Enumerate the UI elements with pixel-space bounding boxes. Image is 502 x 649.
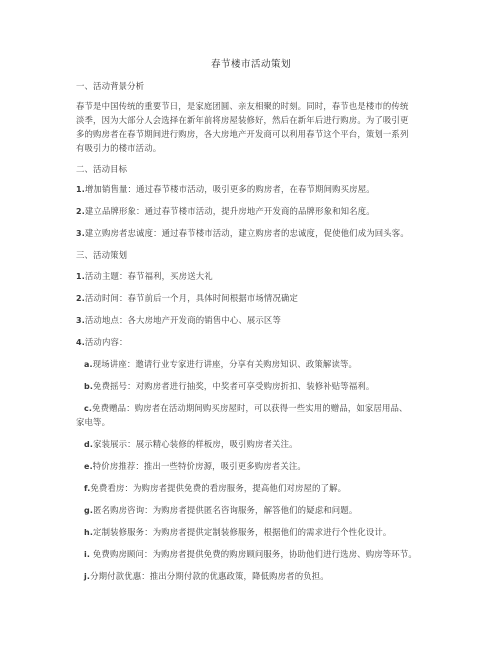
list-item-number: 3. [76, 229, 85, 238]
sub-list-item-text: 家装展示：展示精心装修的样板房，吸引购房者关注。 [93, 439, 298, 449]
list-item [76, 227, 409, 240]
list-item-number: 4. [76, 338, 85, 347]
sub-list-item [84, 380, 374, 393]
sub-list-item [84, 460, 306, 473]
list-item [76, 270, 213, 283]
sub-list-item-letter: f. [84, 484, 91, 493]
sub-list-item [84, 504, 357, 517]
sub-list-item-letter: j. [84, 572, 91, 581]
list-item-text: 活动内容： [84, 337, 128, 347]
list-item-text: 建立品牌形象：通过春节楼市活动，提升房地产开发商的品牌形象和知名度。 [84, 206, 375, 216]
list-item [76, 183, 375, 196]
section-heading-plan: 三、活动策划 [76, 250, 128, 260]
list-item-number: 2. [76, 207, 85, 216]
list-item [76, 336, 128, 349]
sub-list-item-text: 免费赠品：购房者在活动期间购买房屋时，可以获得一些实用的赠品，如家居用品、 [92, 403, 408, 413]
paragraph-line: 春节是中国传统的重要节日，是家庭团圆、亲友相聚的时刻。同时，春节也是楼市的传统 [76, 101, 409, 111]
sub-list-item-letter: d. [84, 440, 94, 449]
list-item-number: 2. [76, 294, 85, 303]
section-heading-background: 一、活动背景分析 [76, 81, 145, 91]
list-item [76, 292, 298, 305]
sub-list-item [84, 402, 408, 415]
sub-list-item-letter: h. [84, 528, 94, 537]
document-title: 春节楼市活动策划 [210, 59, 291, 70]
sub-list-item-letter: a. [84, 360, 93, 369]
sub-list-item-text: 匿名购房咨询：为购房者提供匿名咨询服务，解答他们的疑虑和问题。 [93, 505, 358, 515]
list-item-number: 1. [76, 185, 85, 194]
sub-list-item-letter: g. [84, 506, 94, 515]
list-item-number: 1. [76, 272, 85, 281]
paragraph-line: 淡季，因为大部分人会选择在新年前将房屋装修好，然后在新年后进行购房。为了吸引更 [76, 115, 409, 125]
sub-list-item [84, 358, 357, 371]
list-item-text: 活动时间：春节前后一个月，具体时间根据市场情况确定 [84, 293, 299, 303]
sub-list-item-text: 免费看房：为购房者提供免费的看房服务，提高他们对房屋的了解。 [90, 483, 347, 493]
list-item-number: 3. [76, 316, 85, 325]
sub-list-item-letter: c. [84, 404, 93, 413]
sub-list-item-text: 免费摇号：对购房者进行抽奖，中奖者可享受购房折扣、装修补贴等福利。 [93, 381, 375, 391]
sub-list-item-text: 免费购房顾问：为购房者提供免费的购房顾问服务，协助他们进行选房、购房等环节。 [90, 549, 417, 559]
list-item-text: 增加销售量：通过春节楼市活动，吸引更多的购房者，在春节期间购买房屋。 [84, 184, 375, 194]
sub-list-item-text: 特价房推荐：推出一些特价房源，吸引更多购房者关注。 [92, 461, 306, 471]
sub-list-item [84, 570, 329, 583]
sub-list-item [84, 526, 391, 539]
list-item-text: 建立购房者忠诚度：通过春节楼市活动，建立购房者的忠诚度，促使他们成为回头客。 [84, 228, 409, 238]
paragraph-line: 有吸引力的楼市活动。 [76, 143, 162, 153]
list-item [76, 314, 281, 327]
sub-list-item-text: 现场讲座：邀请行业专家进行讲座，分享有关购房知识、政策解读等。 [92, 359, 358, 369]
sub-list-item-continuation: 家电等。 [76, 417, 111, 427]
sub-list-item-letter: e. [84, 462, 93, 471]
sub-list-item-letter: i. [84, 550, 91, 559]
sub-list-item [84, 548, 417, 561]
sub-list-item [84, 482, 346, 495]
list-item-text: 活动主题：春节福利，买房送大礼 [84, 271, 213, 281]
list-item-text: 活动地点：各大房地产开发商的销售中心、展示区等 [84, 315, 281, 325]
sub-list-item [84, 438, 298, 451]
section-heading-goals: 二、活动目标 [76, 164, 128, 174]
list-item [76, 205, 375, 218]
paragraph-line: 多的购房者在春节期间进行购房，各大房地产开发商可以利用春节这个平台，策划一系列 [76, 129, 409, 139]
sub-list-item-text: 定制装修服务：为购房者提供定制装修服务，根据他们的需求进行个性化设计。 [93, 527, 392, 537]
sub-list-item-letter: b. [84, 382, 94, 391]
sub-list-item-text: 分期付款优惠：推出分期付款的优惠政策，降低购房者的负担。 [90, 571, 329, 581]
